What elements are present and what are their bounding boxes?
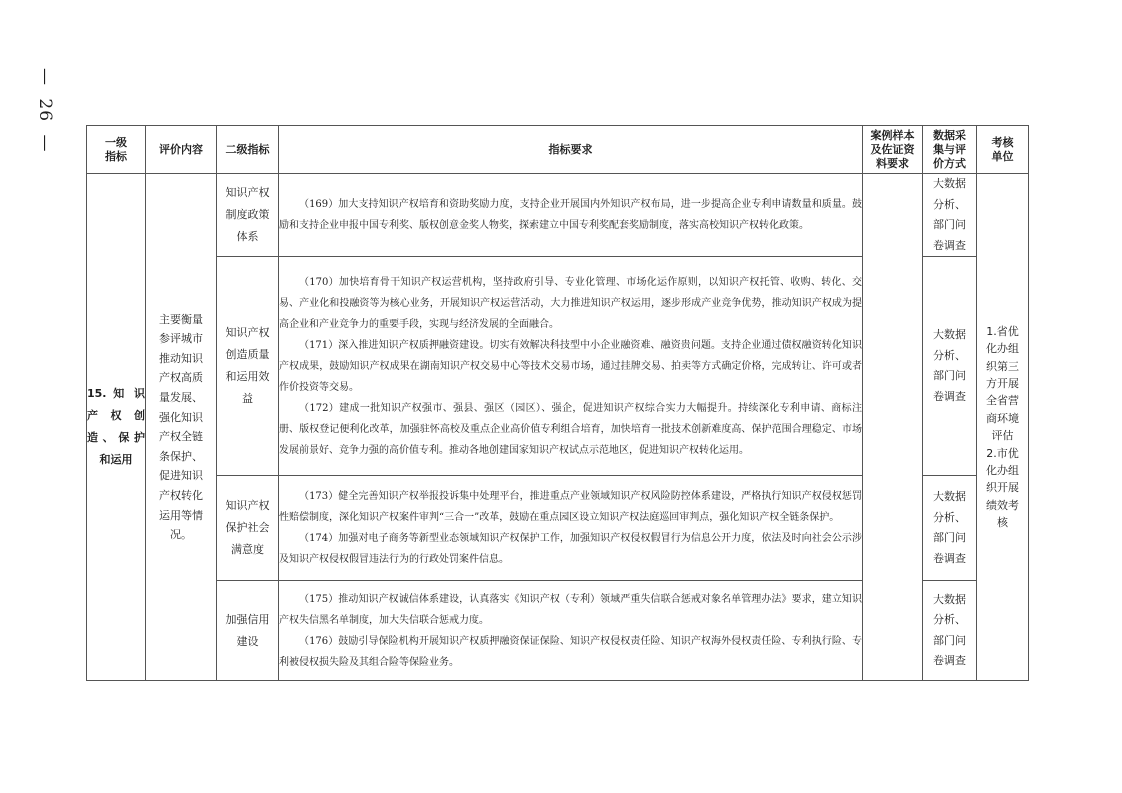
header-row	[87, 126, 1029, 174]
header-requirements: 指标要求	[279, 126, 863, 174]
requirement-cell	[279, 581, 863, 681]
level2-indicator: 知识产权 创造质量 和运用效 益	[217, 257, 279, 476]
requirement-item: （169）加大支持知识产权培育和资助奖励力度，支持企业开展国内外知识产权布局，进一步提高企业专利申请数量和质量。鼓励和支持企业申报中国专利奖、版权创意金奖人物奖，探索建立中国专利奖配套奖励制度，落实高校知识产权转化政策。	[279, 199, 862, 232]
table-row	[87, 174, 1029, 257]
requirement-item: （172）建成一批知识产权强市、强县、强区（园区）、强企，促进知识产权综合实力大幅提升。持续深化专利申请、商标注册、版权登记便利化改革，加强驻怀高校及重点企业高价值专利组合培育，加快培育一批技术创新难度高、保护范围合理稳定、市场发展前景好、竞争力强的高价值专利。推动各地创建国家知识产权试点示范地区，促进知识产权转化运用。	[279, 402, 862, 456]
method-cell: 大数据 分析、 部门问 卷调查	[923, 174, 977, 257]
assessment-unit: 1.省优 化办组 织第三 方开展 全省营 商环境 评估 2.市优 化办组 织开展 绩效考 核	[977, 174, 1029, 681]
method-cell: 大数据 分析、 部门问 卷调查	[923, 257, 977, 476]
requirement-item: （171）深入推进知识产权质押融资建设。切实有效解决科技型中小企业融资难、融资贵问题。支持企业通过债权融资转化知识产权成果，鼓励知识产权成果在湖南知识产权交易中心等技术交易市场，通过挂牌交易、拍卖等方式确定价格，完成转让、许可或者作价投资等交易。	[279, 339, 862, 393]
header-method: 数据采 集与评 价方式	[923, 126, 977, 174]
level1-indicator: 15. 知 识 产 权 创 造、保护 和运用	[87, 174, 146, 681]
header-unit: 考核 单位	[977, 126, 1029, 174]
header-level2: 二级指标	[217, 126, 279, 174]
header-level1: 一级 指标	[87, 126, 146, 174]
requirement-item: （173）健全完善知识产权举报投诉集中处理平台，推进重点产业领域知识产权风险防控体系建设，严格执行知识产权侵权惩罚性赔偿制度，深化知识产权案件审判“三合一”改革，鼓励在重点园区设立知识产权法庭巡回审判点，强化知识产权全链条保护。	[279, 491, 862, 524]
level2-indicator: 知识产权 保护社会 满意度	[217, 476, 279, 581]
method-cell: 大数据 分析、 部门问 卷调查	[923, 581, 977, 681]
requirement-cell	[279, 174, 863, 257]
page-dash-left: —	[35, 68, 55, 86]
method-cell: 大数据 分析、 部门问 卷调查	[923, 476, 977, 581]
page-number	[35, 62, 55, 158]
page-dash-right: —	[35, 134, 55, 153]
level2-indicator: 加强信用 建设	[217, 581, 279, 681]
level2-indicator: 知识产权 制度政策 体系	[217, 174, 279, 257]
evaluation-content: 主要衡量 参评城市 推动知识 产权高质 量发展、 强化知识 产权全链 条保护、 促进知识 产权转化 运用等情 况。	[146, 174, 217, 681]
requirement-item: （175）推动知识产权诚信体系建设，认真落实《知识产权（专利）领域严重失信联合惩戒对象名单管理办法》要求，建立知识产权失信黑名单制度，加大失信联合惩戒力度。	[279, 593, 862, 626]
requirement-item: （174）加强对电子商务等新型业态领域知识产权保护工作，加强知识产权侵权假冒行为信息公开力度，依法及时向社会公示涉及知识产权侵权假冒违法行为的行政处罚案件信息。	[279, 533, 862, 566]
evidence-cell	[863, 174, 923, 681]
requirement-item: （170）加快培育骨干知识产权运营机构，坚持政府引导、专业化管理、市场化运作原则，以知识产权托管、收购、转化、交易、产业化和投融资等为核心业务，开展知识产权运营活动，大力推进知识产权运用，逐步形成产业竞争优势，推动知识产权成为提高企业和产业竞争力的重要手段，实现与经济发展的全面融合。	[279, 276, 862, 330]
requirement-item: （176）鼓励引导保险机构开展知识产权质押融资保证保险、知识产权侵权责任险、知识产权海外侵权责任险、专利执行险、专利被侵权损失险及其组合险等保险业务。	[279, 635, 862, 668]
indicator-table	[86, 125, 1029, 681]
requirement-cell	[279, 476, 863, 581]
page-number-value: 26	[35, 98, 55, 123]
header-content: 评价内容	[146, 126, 217, 174]
requirement-cell	[279, 257, 863, 476]
header-evidence: 案例样本 及佐证资 料要求	[863, 126, 923, 174]
